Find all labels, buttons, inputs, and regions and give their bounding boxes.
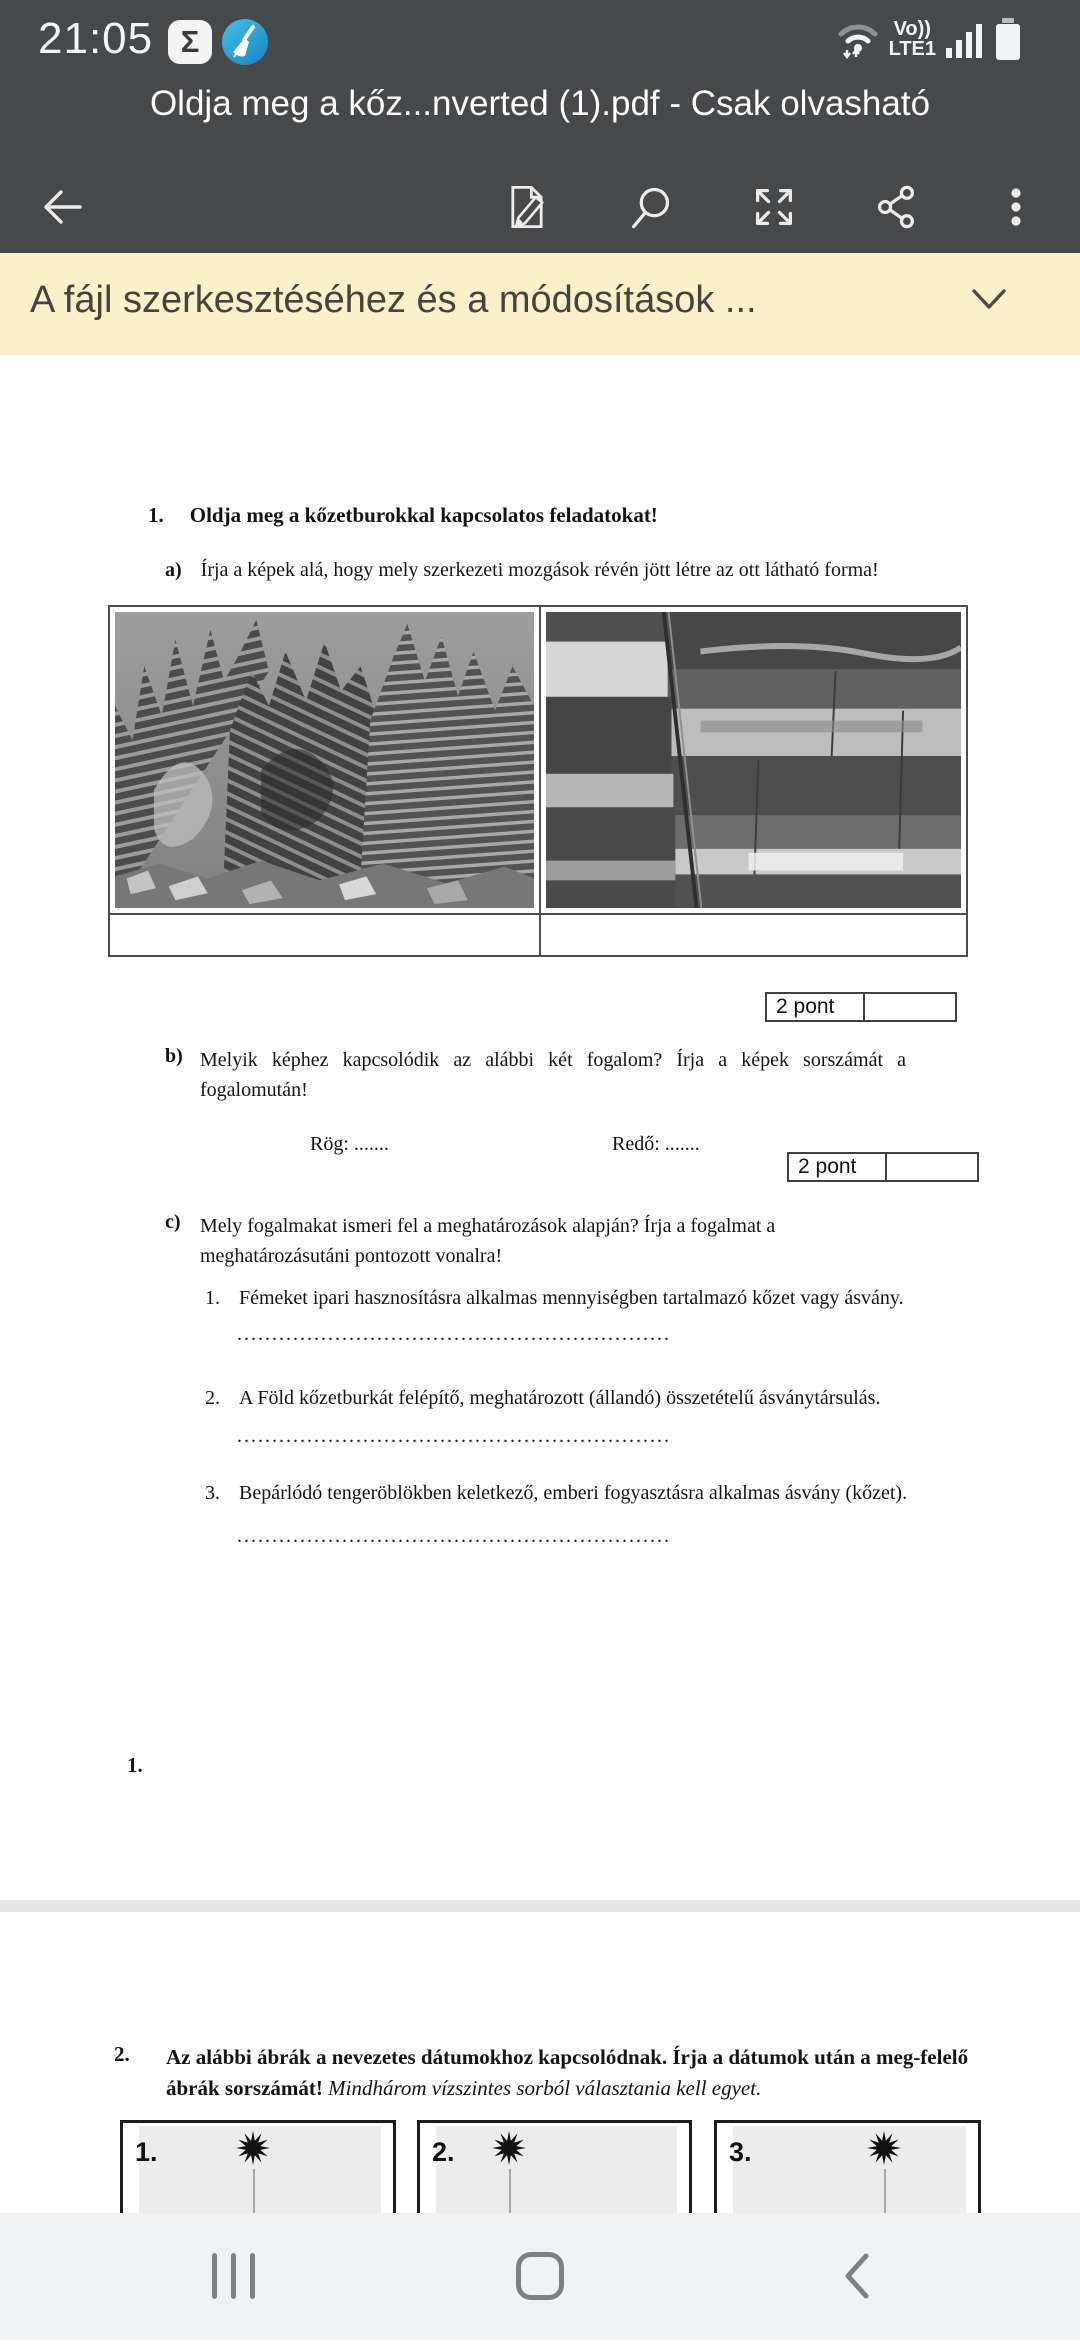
task1b-points-box (787, 1152, 979, 1182)
task1c-item-1 (205, 1287, 904, 1310)
task1b-text: Melyik képhez kapcsolódik az alábbi két fogalom? Írja a képek sorszámát a fogalomután! (200, 1049, 906, 1101)
pdf-page-2[interactable] (0, 1912, 1080, 2213)
task1c-answer-line-2: .............................................................. (237, 1425, 671, 1447)
status-clock: 21:05 (38, 14, 154, 63)
overflow-menu-button[interactable] (1000, 183, 1032, 231)
task1a-points-label: 2 pont (767, 994, 865, 1020)
wifi-icon (835, 17, 881, 61)
rock-photo-folded (110, 607, 541, 915)
task1b-points-label: 2 pont (789, 1154, 887, 1180)
task1c-answer-line-1: .............................................................. (237, 1323, 671, 1345)
app-header (0, 0, 1080, 253)
share-button[interactable] (872, 183, 920, 231)
fullscreen-button[interactable] (750, 183, 798, 231)
task1a-picture-table (108, 605, 968, 957)
chevron-down-icon[interactable] (968, 285, 1010, 315)
answer-cell-right (541, 915, 966, 955)
figure1-label: 1. (135, 2137, 158, 2167)
figure2-background (436, 2126, 677, 2213)
pdf-page-1[interactable] (0, 355, 1080, 1900)
signal-strength-icon (944, 18, 986, 60)
task1b-term-redo: Redő: ....... (612, 1133, 700, 1155)
task2-figure-2 (417, 2120, 692, 2213)
home-button[interactable] (516, 2252, 564, 2300)
figure3-background (733, 2126, 966, 2213)
task2-title: Az alábbi ábrák a nevezetes dátumokhoz kapcsolódnak. Írja a dátumok után a meg-felelő ábrák sorszámát! (166, 2045, 969, 2100)
task1c-item1-text: Fémeket ipari hasznosításra alkalmas mennyiségben tartalmazó kőzet vagy ásvány. (239, 1287, 904, 1309)
task1b-label: b) (165, 1045, 183, 1067)
system-navbar (0, 2213, 1080, 2340)
banner-message: A fájl szerkesztéséhez és a módosítások ... (30, 279, 757, 321)
task1c-item3-text: Bepárlódó tengeröblökben keletkező, emberi fogyasztásra alkalmas ásvány (kőzet). (239, 1482, 908, 1504)
task1a-label: a) (165, 559, 182, 581)
status-right-cluster (835, 16, 1022, 62)
readonly-info-banner[interactable] (0, 253, 1080, 355)
task1c-item2-text: A Föld kőzetburkát felépítő, meghatározott (állandó) összetételű ásványtársulás. (239, 1387, 881, 1409)
document-title: Oldja meg a kőz...nverted (1).pdf - Csak olvasható (149, 84, 931, 123)
page-separator (0, 1900, 1080, 1912)
figure3-stick (884, 2169, 886, 2213)
sun-icon (867, 2131, 901, 2165)
task2-subtitle: Mindhárom vízszintes sorból választania kell egyet. (328, 2076, 762, 2100)
task1a-points-blank (865, 994, 955, 1020)
sigma-notification-icon: Σ (168, 20, 212, 64)
page-number: 1. (127, 1753, 143, 1777)
sun-icon (236, 2131, 270, 2165)
figure2-label: 2. (432, 2137, 455, 2167)
nav-back-button[interactable] (838, 2250, 874, 2302)
task1c-item1-num: 1. (205, 1287, 220, 1309)
figure1-stick (253, 2169, 255, 2213)
task1c-item2-num: 2. (205, 1387, 220, 1409)
task1c-answer-line-3: .............................................................. (237, 1525, 671, 1547)
task1a-points-box (765, 992, 957, 1022)
battery-icon (994, 16, 1022, 62)
task1a-text: Írja a képek alá, hogy mely szerkezeti mozgások révén jött létre az ott látható forma! (200, 559, 879, 581)
recents-button[interactable] (212, 2253, 255, 2299)
task1c-item-3 (205, 1482, 907, 1505)
task2-figure-1 (120, 2120, 396, 2213)
task2-figure-3 (714, 2120, 981, 2213)
figure3-label: 3. (729, 2137, 752, 2167)
task1-number: 1. (148, 503, 164, 527)
folded-strata-photo (115, 612, 534, 908)
figure2-stick (509, 2169, 511, 2213)
rock-photo-faulted (541, 607, 966, 915)
annotate-button[interactable] (503, 183, 551, 231)
task1b-term-rog: Rög: ....... (310, 1133, 389, 1155)
answer-cell-left (110, 915, 541, 955)
task1c-label: c) (165, 1211, 181, 1233)
back-button[interactable] (34, 183, 90, 231)
task1a-line (165, 559, 879, 582)
task2-heading (166, 2042, 1014, 2104)
task1c-item3-num: 3. (205, 1482, 220, 1504)
task2-number: 2. (114, 2042, 130, 2066)
broom-icon (222, 19, 268, 65)
task1b-points-blank (887, 1154, 977, 1180)
task1-heading (148, 503, 658, 528)
lte-label: LTE1 (888, 38, 936, 60)
cleaner-notification-icon (222, 19, 268, 65)
task1c-text: Mely fogalmakat ismeri fel a meghatározások alapján? Írja a fogalmat a meghatározásutáni pontozott vonalra! (200, 1215, 776, 1267)
volte-label: Vo)) (893, 18, 931, 40)
faulted-strata-photo (546, 612, 961, 908)
search-button[interactable] (626, 183, 674, 231)
sun-icon (492, 2131, 526, 2165)
task1c-item-2 (205, 1387, 880, 1410)
network-labels (889, 19, 936, 59)
task1-title: Oldja meg a kőzetburokkal kapcsolatos feladatokat! (189, 503, 658, 527)
